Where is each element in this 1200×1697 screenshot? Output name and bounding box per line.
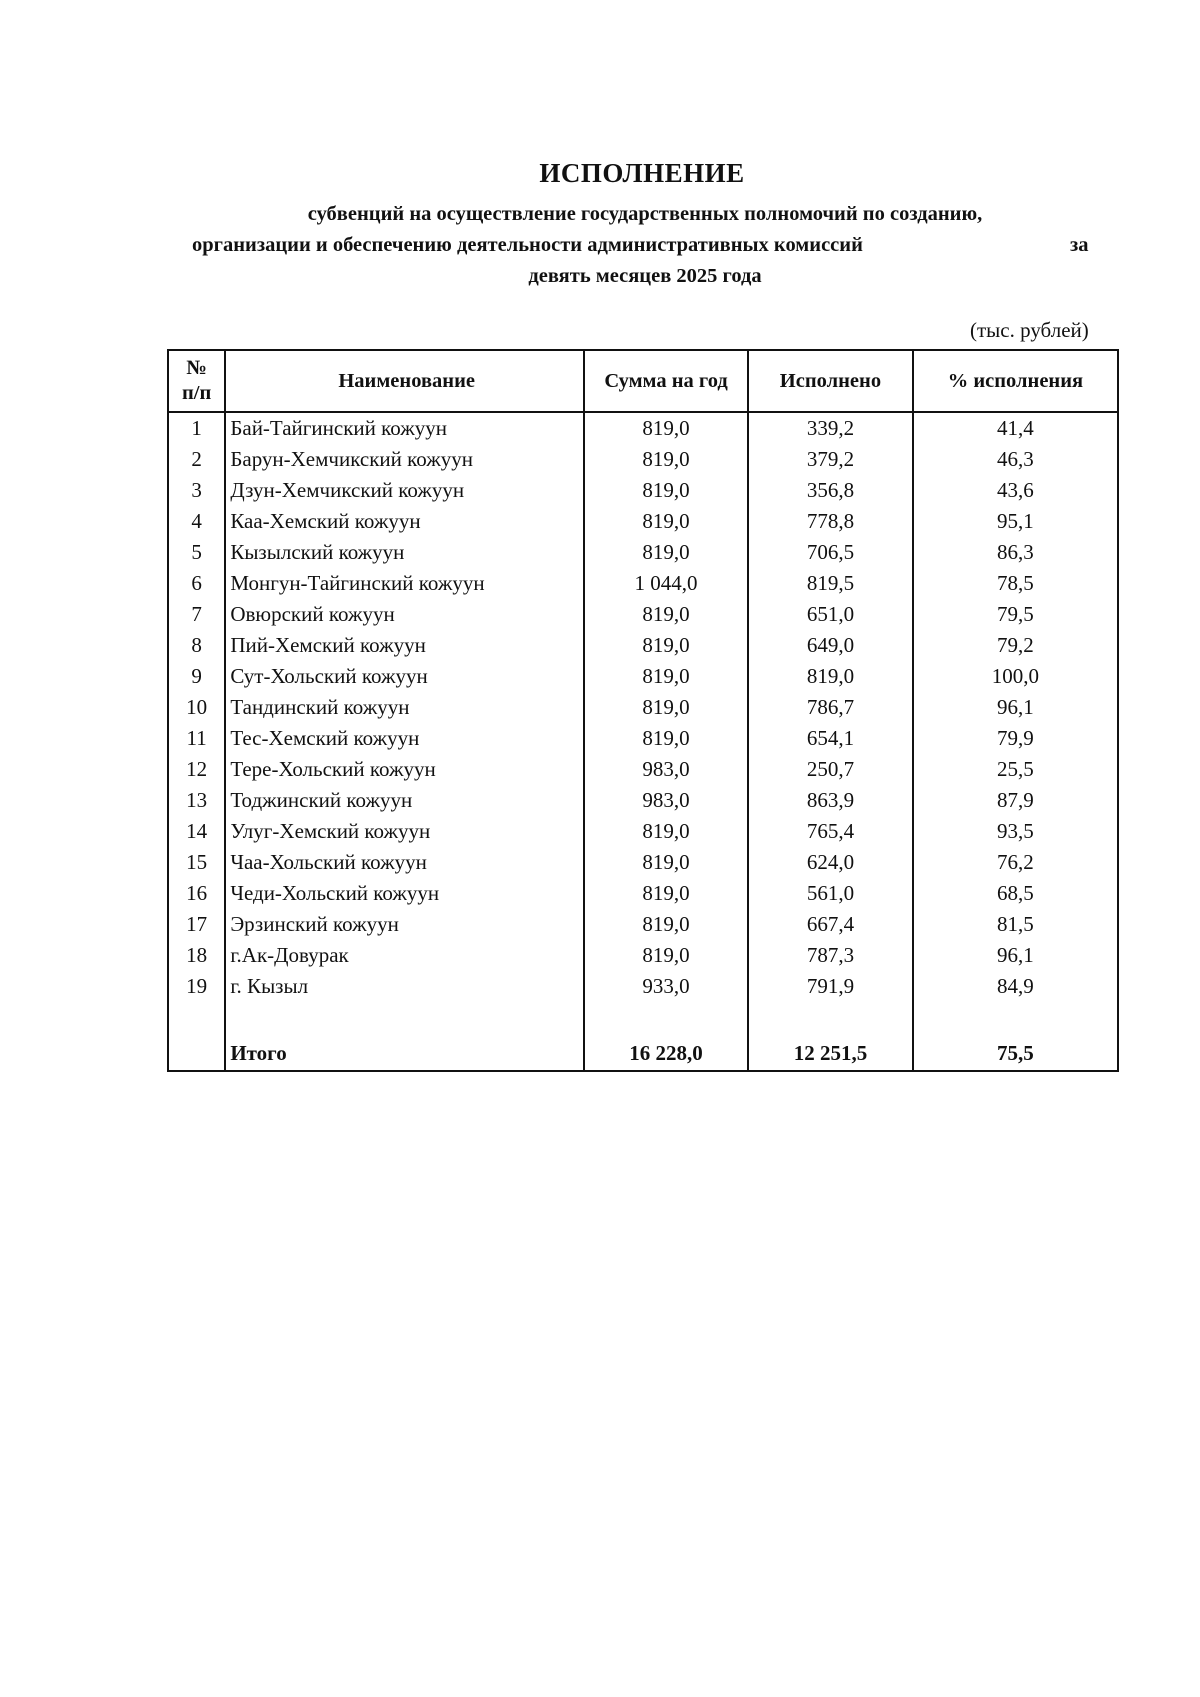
row-name: Барун-Хемчикский кожуун	[225, 444, 584, 475]
table-row	[168, 878, 1118, 909]
row-percent: 41,4	[913, 412, 1118, 444]
total-label: Итого	[225, 1036, 584, 1071]
row-num: 12	[168, 754, 225, 785]
row-sum: 1 044,0	[584, 568, 748, 599]
row-name: Улуг-Хемский кожуун	[225, 816, 584, 847]
row-percent: 79,2	[913, 630, 1118, 661]
row-percent: 96,1	[913, 940, 1118, 971]
row-num: 19	[168, 971, 225, 1002]
row-name: Монгун-Тайгинский кожуун	[225, 568, 584, 599]
total-num-cell	[168, 1036, 225, 1071]
row-name: Бай-Тайгинский кожуун	[225, 412, 584, 444]
row-executed: 379,2	[748, 444, 913, 475]
row-name: Чаа-Хольский кожуун	[225, 847, 584, 878]
header-name: Наименование	[225, 350, 584, 412]
table-row	[168, 692, 1118, 723]
header-executed: Исполнено	[748, 350, 913, 412]
table-row	[168, 723, 1118, 754]
table-header-row	[168, 350, 1118, 412]
row-percent: 43,6	[913, 475, 1118, 506]
row-sum: 819,0	[584, 692, 748, 723]
row-num: 7	[168, 599, 225, 630]
row-num: 17	[168, 909, 225, 940]
row-sum: 819,0	[584, 412, 748, 444]
row-num: 6	[168, 568, 225, 599]
row-num: 4	[168, 506, 225, 537]
subtitle-line-1: субвенций на осуществление государственных полномочий по созданию,	[307, 203, 983, 225]
row-executed: 561,0	[748, 878, 913, 909]
units-label: (тыс. рублей)	[970, 318, 1089, 342]
row-percent: 68,5	[913, 878, 1118, 909]
row-name: г.Ак-Довурак	[225, 940, 584, 971]
row-executed: 651,0	[748, 599, 913, 630]
row-name: Сут-Хольский кожуун	[225, 661, 584, 692]
row-sum: 819,0	[584, 599, 748, 630]
row-percent: 87,9	[913, 785, 1118, 816]
row-executed: 339,2	[748, 412, 913, 444]
table-row	[168, 599, 1118, 630]
document-title: ИСПОЛНЕНИЕ	[539, 158, 745, 188]
table-row	[168, 475, 1118, 506]
table-spacer-row	[168, 1002, 1118, 1036]
table-total-row	[168, 1036, 1118, 1071]
row-sum: 983,0	[584, 754, 748, 785]
row-sum: 983,0	[584, 785, 748, 816]
row-executed: 786,7	[748, 692, 913, 723]
row-name: Чеди-Хольский кожуун	[225, 878, 584, 909]
subtitle-line-2-text: организации и обеспечению деятельности административных комиссий	[192, 234, 863, 256]
table-row	[168, 971, 1118, 1002]
row-num: 13	[168, 785, 225, 816]
row-num: 3	[168, 475, 225, 506]
row-percent: 100,0	[913, 661, 1118, 692]
row-sum: 819,0	[584, 878, 748, 909]
row-name: Тандинский кожуун	[225, 692, 584, 723]
header-sum: Сумма на год	[584, 350, 748, 412]
row-sum: 819,0	[584, 444, 748, 475]
row-sum: 819,0	[584, 661, 748, 692]
row-sum: 819,0	[584, 909, 748, 940]
row-name: Дзун-Хемчикский кожуун	[225, 475, 584, 506]
table-row	[168, 940, 1118, 971]
row-num: 8	[168, 630, 225, 661]
row-sum: 819,0	[584, 506, 748, 537]
row-name: Овюрский кожуун	[225, 599, 584, 630]
row-executed: 778,8	[748, 506, 913, 537]
row-name: Тоджинский кожуун	[225, 785, 584, 816]
row-percent: 78,5	[913, 568, 1118, 599]
row-num: 18	[168, 940, 225, 971]
row-num: 1	[168, 412, 225, 444]
row-num: 15	[168, 847, 225, 878]
subtitle-line-2-tail: за	[1070, 234, 1089, 256]
total-percent: 75,5	[913, 1036, 1118, 1071]
row-num: 9	[168, 661, 225, 692]
row-num: 16	[168, 878, 225, 909]
header-num-line1: №	[186, 357, 207, 379]
row-name: Кызылский кожуун	[225, 537, 584, 568]
row-executed: 765,4	[748, 816, 913, 847]
row-executed: 624,0	[748, 847, 913, 878]
row-sum: 819,0	[584, 940, 748, 971]
table-row	[168, 816, 1118, 847]
row-name: Эрзинский кожуун	[225, 909, 584, 940]
row-executed: 706,5	[748, 537, 913, 568]
row-percent: 96,1	[913, 692, 1118, 723]
row-name: Пий-Хемский кожуун	[225, 630, 584, 661]
table-row	[168, 661, 1118, 692]
table-row	[168, 506, 1118, 537]
header-percent: % исполнения	[913, 350, 1118, 412]
row-sum: 933,0	[584, 971, 748, 1002]
row-percent: 93,5	[913, 816, 1118, 847]
table-row	[168, 444, 1118, 475]
row-percent: 84,9	[913, 971, 1118, 1002]
row-num: 2	[168, 444, 225, 475]
row-num: 5	[168, 537, 225, 568]
table-row	[168, 412, 1118, 444]
row-executed: 667,4	[748, 909, 913, 940]
row-executed: 649,0	[748, 630, 913, 661]
table-row	[168, 754, 1118, 785]
row-executed: 654,1	[748, 723, 913, 754]
table-row	[168, 537, 1118, 568]
row-sum: 819,0	[584, 723, 748, 754]
row-percent: 79,9	[913, 723, 1118, 754]
table-row	[168, 785, 1118, 816]
row-percent: 81,5	[913, 909, 1118, 940]
row-executed: 819,0	[748, 661, 913, 692]
row-sum: 819,0	[584, 816, 748, 847]
row-num: 14	[168, 816, 225, 847]
execution-table	[167, 349, 1119, 1072]
row-name: Каа-Хемский кожуун	[225, 506, 584, 537]
row-percent: 95,1	[913, 506, 1118, 537]
row-sum: 819,0	[584, 847, 748, 878]
total-executed: 12 251,5	[748, 1036, 913, 1071]
row-executed: 356,8	[748, 475, 913, 506]
total-sum: 16 228,0	[584, 1036, 748, 1071]
table-row	[168, 568, 1118, 599]
row-sum: 819,0	[584, 537, 748, 568]
row-num: 10	[168, 692, 225, 723]
row-percent: 46,3	[913, 444, 1118, 475]
row-percent: 76,2	[913, 847, 1118, 878]
row-name: Тес-Хемский кожуун	[225, 723, 584, 754]
row-percent: 86,3	[913, 537, 1118, 568]
row-executed: 791,9	[748, 971, 913, 1002]
row-percent: 25,5	[913, 754, 1118, 785]
row-executed: 863,9	[748, 785, 913, 816]
row-sum: 819,0	[584, 630, 748, 661]
row-executed: 787,3	[748, 940, 913, 971]
subtitle-line-2	[192, 230, 1092, 261]
row-name: г. Кызыл	[225, 971, 584, 1002]
subtitle-line-3: девять месяцев 2025 года	[528, 265, 762, 287]
header-num-line2: п/п	[181, 382, 212, 404]
table-row	[168, 909, 1118, 940]
row-name: Тере-Хольский кожуун	[225, 754, 584, 785]
row-executed: 819,5	[748, 568, 913, 599]
row-executed: 250,7	[748, 754, 913, 785]
row-percent: 79,5	[913, 599, 1118, 630]
table-row	[168, 847, 1118, 878]
row-sum: 819,0	[584, 475, 748, 506]
row-num: 11	[168, 723, 225, 754]
table-row	[168, 630, 1118, 661]
header-num	[168, 350, 225, 412]
